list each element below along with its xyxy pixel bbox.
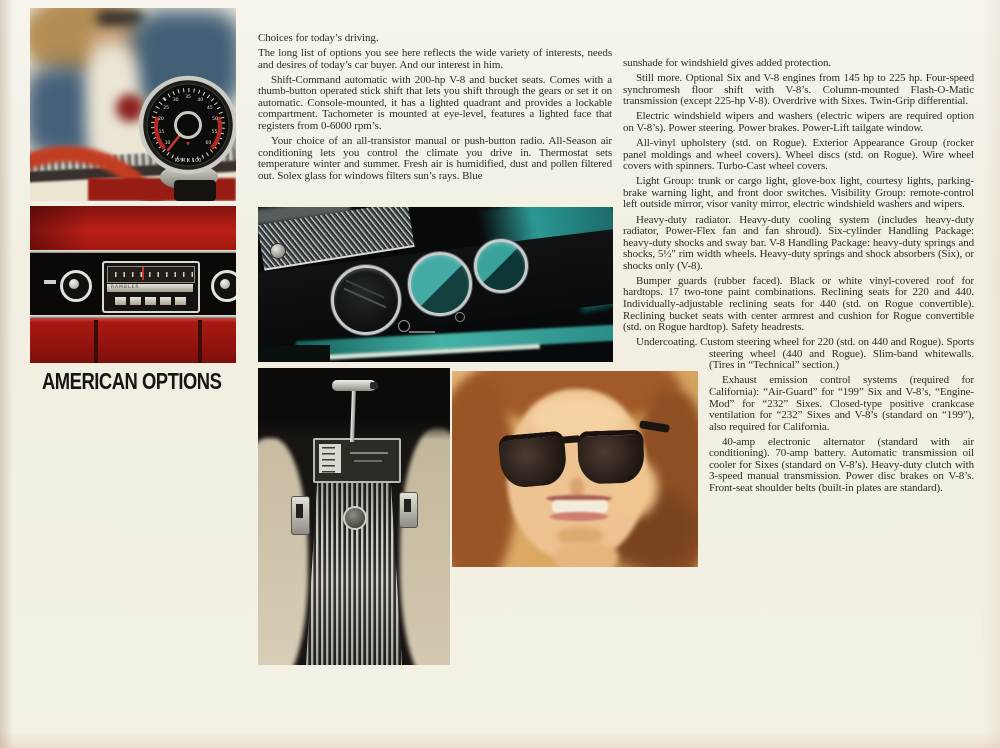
photo4-console-shading	[306, 476, 402, 665]
photo3-control-knob	[455, 312, 465, 322]
photo4-console-medallion	[343, 506, 367, 530]
photo2-red-lower-dash	[30, 318, 236, 363]
photo5-left-lens	[498, 431, 568, 490]
photo2-radio-brand-strip: RAMBLER	[107, 284, 193, 292]
photo4-left-seat	[258, 438, 308, 665]
intro-paragraphs	[258, 48, 612, 182]
tach-number: 25	[163, 105, 169, 111]
options-paragraph: Still more. Optional Six and V-8 engines from 145 hp to 225 hp. Four-speed synchromesh floor shift with V-8’s. Column-mounted Flash-O-Matic transmission (except 225-hp V-8). Overdrive with Sixes. Twin-Grip differential.	[623, 72, 974, 108]
options-paragraph: Electric windshield wipers and washers (electric wipers are required option on V-8’s). Power steering. Power brakes. Power-Lift tailgate window.	[623, 110, 974, 134]
photo4-plate-text-mark	[354, 460, 382, 462]
options-paragraph: 40-amp electronic alternator (standard with air conditioning). 70-amp battery. Automatic transmission oil cooler for Sixes (standard on V-8’s). Heavy-duty clutch with 3-speed manual transmission. Power disc brakes on V-8’s. Front-seat shoulder belts (built-in plates are standard).	[709, 435, 974, 494]
tach-number: 50	[212, 117, 218, 123]
photo3-vent-vane	[346, 280, 385, 298]
tach-dial-label: RPM X 100	[174, 158, 202, 164]
photo4-right-seat	[400, 428, 450, 665]
photo3-vent-left	[331, 265, 401, 335]
intro-paragraph: Your choice of an all-transistor manual or push-button radio. All-Season air conditioning lets you control the climate you drive in. Thermostat sets temperature winter and summer. Fresh air is humidified, dust and pollen filtered out. Solex glass for windows filters sun’s rays. Blue	[258, 135, 612, 182]
photo1-gauge-stalk	[174, 180, 216, 201]
section-heading: AMERICAN OPTIONS	[42, 368, 222, 394]
photo2-pushbutton	[160, 297, 171, 305]
tach-number: 30	[172, 97, 179, 103]
tach-number: 55	[211, 129, 218, 135]
photo2-right-knob-center	[220, 279, 230, 289]
photo3-bottom-dark	[258, 345, 330, 362]
photo5-neck	[554, 543, 618, 567]
tach-number: 60	[205, 140, 212, 146]
tach-number: 15	[158, 129, 165, 135]
photo3-grille-knob	[270, 243, 286, 259]
tach-numbers	[138, 75, 236, 175]
photo2-pushbutton	[115, 297, 126, 305]
options-paragraph: Undercoating. Custom steering wheel for 220 (std. on 440 and Rogue). Sports steering wheel (440 and Rogue). Slim-band whitewalls. (Tires in “Technical” section.)	[636, 336, 974, 372]
photo3-vent-right	[474, 239, 528, 293]
photo4-buckle-slot	[296, 504, 303, 518]
photo2-pushbutton	[175, 297, 186, 305]
tach-number: 20	[158, 117, 164, 123]
photo-dash-radio	[30, 206, 236, 363]
photo2-pushbuttons	[107, 295, 193, 307]
intro-paragraph: The long list of options you see here reflects the wide variety of interests, needs and desires of today’s car buyer. And our interest in him.	[258, 47, 612, 71]
photo4-buckle-slot	[404, 499, 411, 512]
options-column	[623, 58, 974, 574]
options-paragraph: Exhaust emission control systems (required for California): “Air-Guard” for “199” Six and V-8’s, “Engine-Mod” for “232” Sixes. Closed-type positive crankcase ventilation for “232” Sixes and V-8’s (standard on “199”), also required for California.	[709, 374, 974, 433]
photo4-shift-quadrant	[319, 444, 341, 473]
photo-console-shifter	[258, 368, 450, 665]
tach-number: 35	[185, 95, 191, 100]
photo2-knob-lever	[44, 280, 56, 284]
options-paragraph: Light Group: trunk or cargo light, glove-box light, courtesy lights, parking-brake warning light, and front door switches. Visibility Group: remote-control left outside mirror, visor vanity mirror, electric windshield washers and wipers.	[623, 175, 974, 211]
options-paragraph: Heavy-duty radiator. Heavy-duty cooling system (includes heavy-duty radiator, Power-Flex fan and fan shroud). Six-cylinder Handling Package: heavy-duty shocks and sway bar. V-8 Handling Package: heavy-duty springs and shocks, 5½″ rim width wheels. Heavy-duty springs and shock absorbers (Six), or shocks only (V-8).	[623, 213, 974, 272]
photo5-lower-lip	[550, 512, 608, 521]
photo2-left-knob-center	[69, 279, 79, 289]
intro-paragraph: Shift-Command automatic with 200-hp V-8 and bucket seats. Comes with a thumb-button operated stick shift that lets you shift through the gears or set it on automatic. Console-mounted, it has a lighted quadrant and provides a lockable compartment. Tachometer is mounted at eye-level, features a lighted face that registers from 0-6000 rpm’s.	[258, 73, 612, 133]
tach-number: 10	[164, 140, 171, 146]
tach-number: 40	[197, 97, 204, 103]
photo2-pushbutton	[145, 297, 156, 305]
photo4-plate-text-mark	[350, 452, 388, 454]
photo2-pushbutton	[130, 297, 141, 305]
intro-column	[258, 33, 612, 186]
photo2-red-shade	[30, 206, 90, 250]
photo4-thumb-button	[370, 382, 378, 389]
options-paragraph: All-vinyl upholstery (std. on Rogue). Exterior Appearance Group (rocker panel moldings and wheel covers). Wheel discs (std. on Rogue). Wire wheel covers with spinners. Turbo-Cast wheel covers.	[623, 137, 974, 173]
options-paragraph: Bumper guards (rubber faced). Black or white vinyl-covered roof for hardtops. 17 two-tone paint combinations. Reclining seats for 220 and 440. Individually-adjustable reclining seats for 440 (std. on Rogue convertible). Reclining bucket seats with center armrest and cushion for Rogue convertible (std. on Rogue hardtop). Safety headrests.	[623, 274, 974, 334]
photo-dash-vents	[258, 207, 613, 362]
photo3-vent-center	[408, 252, 472, 316]
options-paragraph: sunshade for windshield gives added protection.	[623, 57, 832, 69]
photo3-vent-vane	[344, 288, 387, 309]
tach-number: 45	[207, 105, 213, 111]
intro-title: Choices for today’s driving.	[258, 32, 379, 44]
photo3-label-marks	[409, 331, 435, 333]
photo-tachometer-dash	[30, 8, 236, 201]
photo2-panel-seam	[198, 320, 202, 363]
photo2-radio-dial	[107, 266, 195, 283]
photo2-panel-seam	[94, 320, 98, 363]
photo2-dial-pointer	[142, 267, 144, 280]
